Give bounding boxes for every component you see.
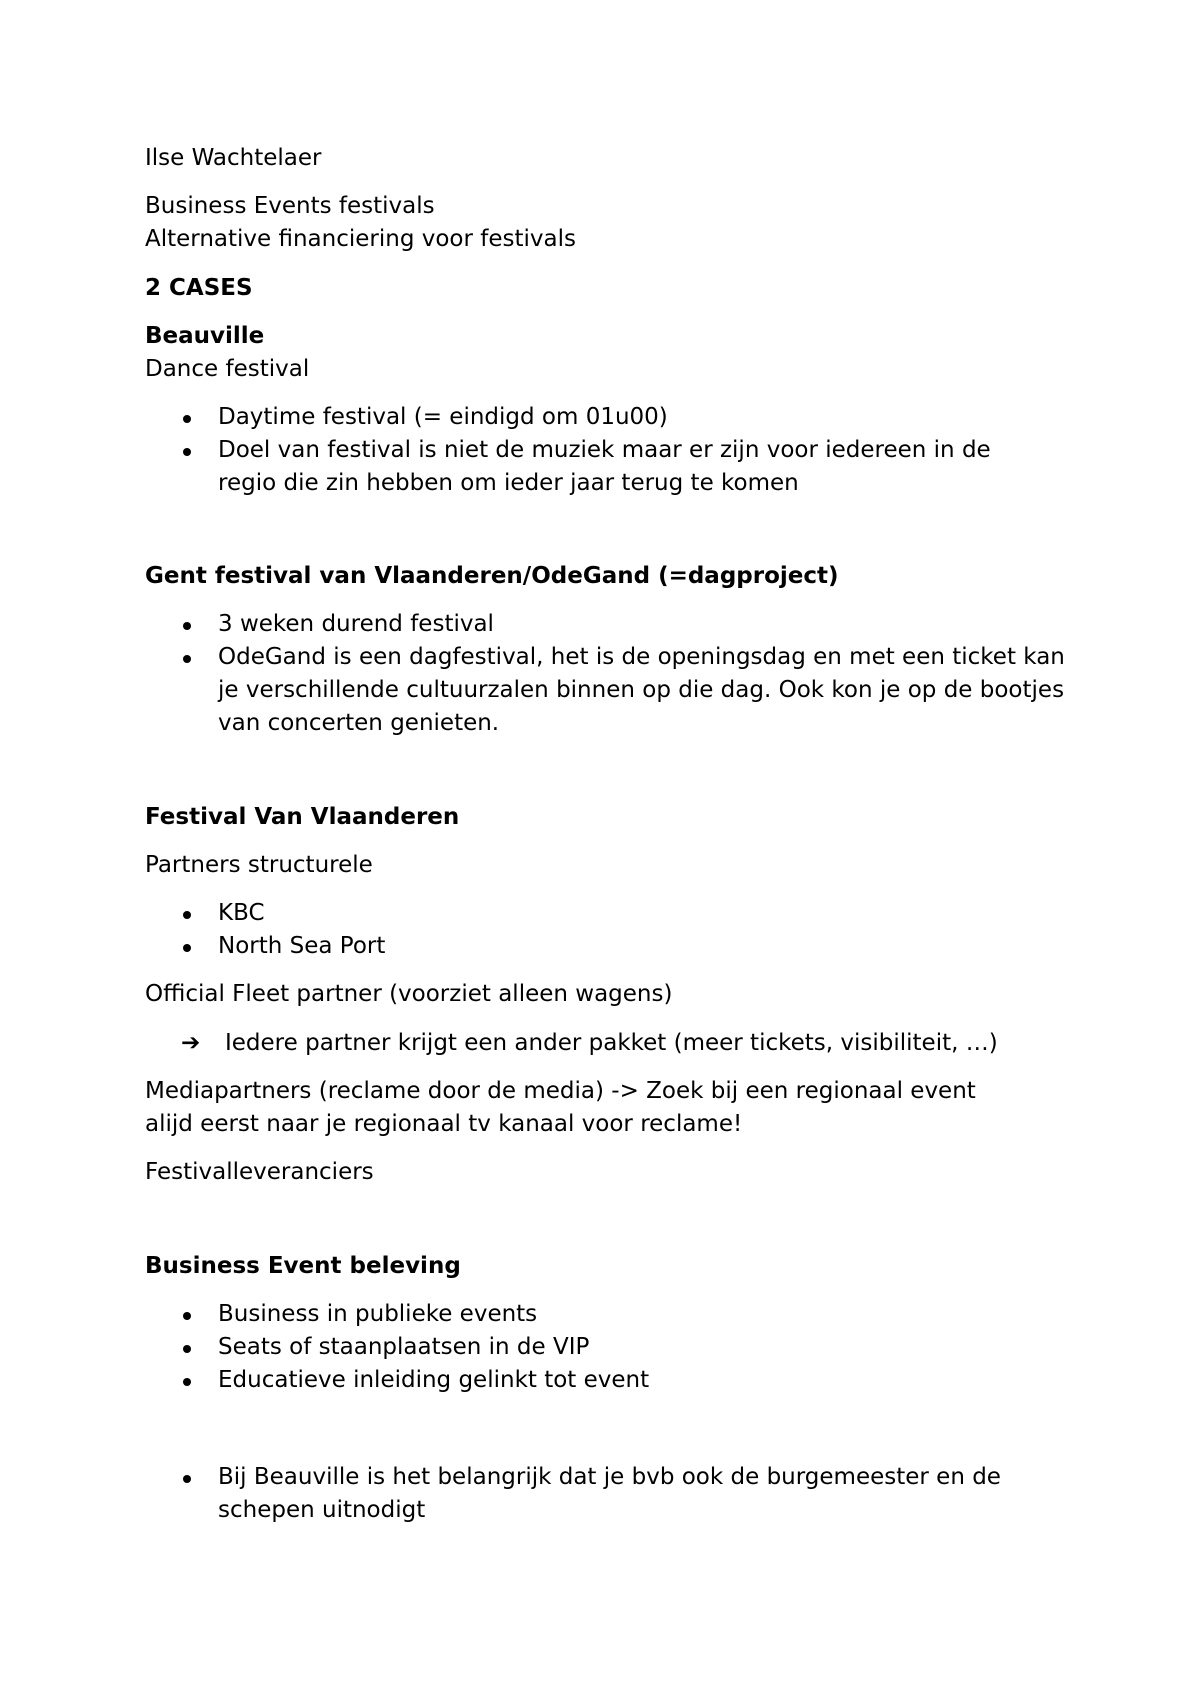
list-item: Bij Beauville is het belangrijk dat je bvb ook de burgemeester en de schepen uitnodigt: [145, 1461, 1085, 1527]
list-item: Daytime festival (= eindigd om 01u00): [145, 401, 1085, 434]
festival-suppliers: Festivalleveranciers: [145, 1159, 374, 1185]
list-item: KBC: [145, 897, 1085, 930]
media-partners-line-2: alijd eerst naar je regionaal tv kanaal voor reclame!: [145, 1111, 743, 1137]
festival-vlaanderen-heading: Festival Van Vlaanderen: [145, 804, 460, 830]
bullet-icon: [183, 655, 191, 663]
subtitle-business-events: Business Events festivals: [145, 193, 435, 219]
list-item: OdeGand is een dagfestival, het is de openingsdag en met een ticket kan je verschillende cultuurzalen binnen op die dag. Ook kon je op de bootjes van concerten genieten.: [145, 641, 1085, 740]
bullet-icon: [183, 1475, 191, 1483]
document-page: [145, 142, 1085, 1527]
bullet-icon: [183, 1378, 191, 1386]
beauville-heading: Beauville: [145, 323, 265, 349]
business-event-bullet-list: [145, 1298, 1085, 1397]
beauville-extra-bullet-list: [145, 1461, 1085, 1527]
gent-bullet-list: [145, 608, 1085, 740]
partners-list: [145, 897, 1085, 963]
gent-heading: Gent festival van Vlaanderen/OdeGand (=dagproject): [145, 563, 839, 589]
beauville-bullet-list: [145, 401, 1085, 500]
list-item: Seats of staanplaatsen in de VIP: [145, 1331, 1085, 1364]
media-partners-line-1: Mediapartners (reclame door de media) -> Zoek bij een regionaal event: [145, 1078, 976, 1104]
bullet-icon: [183, 622, 191, 630]
beauville-subheading: Dance festival: [145, 356, 310, 382]
bullet-icon: [183, 415, 191, 423]
subtitle-financiering: Alternative financiering voor festivals: [145, 226, 576, 252]
business-event-heading: Business Event beleving: [145, 1253, 461, 1279]
list-item: Educatieve inleiding gelinkt tot event: [145, 1364, 1085, 1397]
author-name: Ilse Wachtelaer: [145, 145, 322, 171]
list-item: 3 weken durend festival: [145, 608, 1085, 641]
arrow-note: ➔ Iedere partner krijgt een ander pakket (meer tickets, visibiliteit, …): [145, 1027, 1085, 1060]
fleet-partner: Official Fleet partner (voorziet alleen wagens): [145, 981, 673, 1007]
list-item: Business in publieke events: [145, 1298, 1085, 1331]
bullet-icon: [183, 448, 191, 456]
arrow-right-icon: ➔: [181, 1030, 201, 1056]
cases-heading: 2 CASES: [145, 275, 253, 301]
bullet-icon: [183, 1312, 191, 1320]
bullet-icon: [183, 1345, 191, 1353]
partners-label: Partners structurele: [145, 852, 373, 878]
list-item: North Sea Port: [145, 930, 1085, 963]
bullet-icon: [183, 944, 191, 952]
list-item: Doel van festival is niet de muziek maar er zijn voor iedereen in de regio die zin hebben om ieder jaar terug te komen: [145, 434, 1085, 500]
bullet-icon: [183, 911, 191, 919]
